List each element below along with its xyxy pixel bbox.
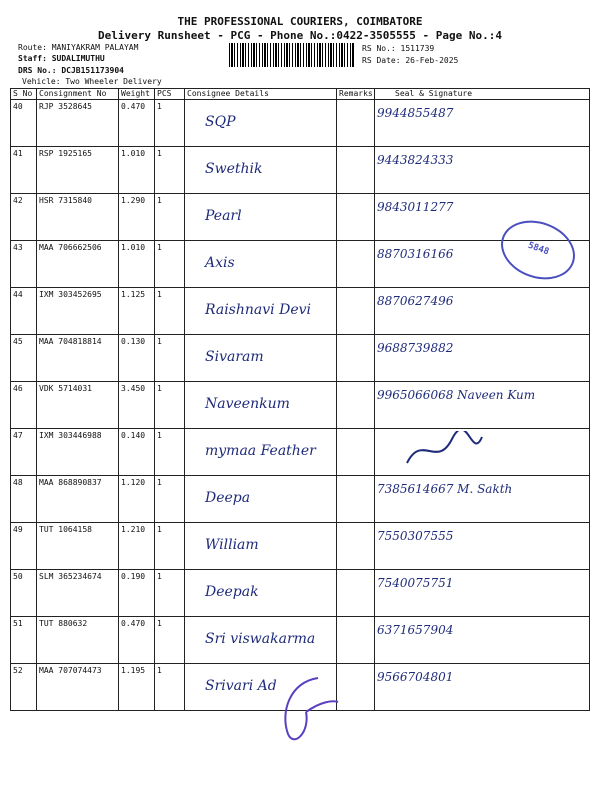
table-row <box>11 335 590 382</box>
cell-signature <box>375 100 590 147</box>
signature-handwriting: 7540075751 <box>377 576 454 590</box>
cell-consignment: TUT 880632 <box>37 617 119 664</box>
cell-consignee <box>185 241 337 288</box>
cell-pcs: 1 <box>155 523 185 570</box>
table-row <box>11 429 590 476</box>
cell-weight: 0.140 <box>119 429 155 476</box>
signature-handwriting: 9944855487 <box>377 106 454 120</box>
company-title: THE PROFESSIONAL COURIERS, COIMBATORE <box>177 15 423 28</box>
cell-remarks <box>337 523 375 570</box>
rs-number: RS No.: 1511739 <box>362 44 435 53</box>
cell-consignment: IXM 303446988 <box>37 429 119 476</box>
signature-handwriting: 7385614667 M. Sakth <box>377 482 513 496</box>
consignee-handwriting: Raishnavi Devi <box>205 302 311 318</box>
cell-sno: 40 <box>11 100 37 147</box>
signature-handwriting: 9443824333 <box>377 153 454 167</box>
cell-remarks <box>337 617 375 664</box>
cell-remarks <box>337 664 375 711</box>
cell-sno: 43 <box>11 241 37 288</box>
cell-remarks <box>337 429 375 476</box>
cell-remarks <box>337 241 375 288</box>
cell-pcs: 1 <box>155 664 185 711</box>
cell-remarks <box>337 476 375 523</box>
cell-sno: 42 <box>11 194 37 241</box>
cell-signature <box>375 147 590 194</box>
cell-sno: 49 <box>11 523 37 570</box>
cell-signature <box>375 429 590 476</box>
signature-scrawl <box>377 431 497 471</box>
cell-remarks <box>337 570 375 617</box>
table-row <box>11 523 590 570</box>
cell-sno: 41 <box>11 147 37 194</box>
cell-remarks <box>337 194 375 241</box>
cell-consignment: MAA 704818814 <box>37 335 119 382</box>
cell-signature <box>375 570 590 617</box>
consignee-handwriting: Pearl <box>205 208 242 224</box>
cell-weight: 1.290 <box>119 194 155 241</box>
cell-pcs: 1 <box>155 241 185 288</box>
col-consignee: Consignee Details <box>185 89 337 100</box>
rs-date: RS Date: 26-Feb-2025 <box>362 56 459 65</box>
cell-pcs: 1 <box>155 288 185 335</box>
consignee-handwriting: Naveenkum <box>205 396 290 412</box>
consignee-handwriting: William <box>205 537 259 553</box>
signature-handwriting: 9843011277 <box>377 200 454 214</box>
cell-pcs: 1 <box>155 476 185 523</box>
cell-weight: 1.010 <box>119 241 155 288</box>
cell-signature <box>375 523 590 570</box>
cell-sno: 46 <box>11 382 37 429</box>
col-weight: Weight <box>119 89 155 100</box>
consignee-handwriting: Deepak <box>205 584 259 600</box>
cell-pcs: 1 <box>155 429 185 476</box>
consignee-handwriting: Srivari Ad <box>205 678 277 694</box>
cell-signature <box>375 335 590 382</box>
cell-pcs: 1 <box>155 194 185 241</box>
footer-signature-scrawl <box>270 672 340 752</box>
cell-remarks <box>337 335 375 382</box>
consignee-handwriting: Sivaram <box>205 349 264 365</box>
col-pcs: PCS <box>155 89 185 100</box>
cell-consignment: IXM 303452695 <box>37 288 119 335</box>
stamp-code: 5848 <box>526 240 551 258</box>
cell-weight: 1.210 <box>119 523 155 570</box>
cell-consignee <box>185 617 337 664</box>
consignee-handwriting: mymaa Feather <box>205 443 316 459</box>
table-row <box>11 288 590 335</box>
col-consignment: Consignment No <box>37 89 119 100</box>
cell-pcs: 1 <box>155 100 185 147</box>
cell-pcs: 1 <box>155 382 185 429</box>
cell-pcs: 1 <box>155 570 185 617</box>
cell-weight: 1.010 <box>119 147 155 194</box>
consignee-handwriting: Deepa <box>205 490 251 506</box>
consignee-handwriting: Swethik <box>205 161 263 177</box>
cell-pcs: 1 <box>155 335 185 382</box>
cell-consignment: MAA 868890837 <box>37 476 119 523</box>
barcode <box>229 43 355 67</box>
cell-signature <box>375 382 590 429</box>
signature-handwriting: 9688739882 <box>377 341 454 355</box>
signature-handwriting: 9965066068 Naveen Kum <box>377 388 536 402</box>
cell-consignment: TUT 1064158 <box>37 523 119 570</box>
cell-sno: 47 <box>11 429 37 476</box>
cell-signature <box>375 476 590 523</box>
table-row <box>11 147 590 194</box>
table-row <box>11 570 590 617</box>
drs-number: DRS No.: DCJB151173904 <box>18 66 124 75</box>
cell-consignee <box>185 147 337 194</box>
cell-consignee <box>185 382 337 429</box>
cell-signature <box>375 617 590 664</box>
cell-consignee <box>185 194 337 241</box>
cell-pcs: 1 <box>155 617 185 664</box>
col-signature: Seal & Signature <box>375 89 590 100</box>
cell-consignee <box>185 476 337 523</box>
cell-pcs: 1 <box>155 147 185 194</box>
cell-consignee <box>185 335 337 382</box>
col-remarks: Remarks <box>337 89 375 100</box>
cell-remarks <box>337 288 375 335</box>
cell-consignment: VDK 5714031 <box>37 382 119 429</box>
table-header-row <box>11 89 590 100</box>
cell-consignment: RJP 3528645 <box>37 100 119 147</box>
cell-remarks <box>337 147 375 194</box>
cell-consignment: MAA 707074473 <box>37 664 119 711</box>
cell-consignee <box>185 570 337 617</box>
route-label: Route: MANIYAKRAM PALAYAM <box>18 43 139 52</box>
cell-consignee <box>185 429 337 476</box>
cell-consignment: SLM 365234674 <box>37 570 119 617</box>
signature-handwriting: 6371657904 <box>377 623 454 637</box>
cell-weight: 1.125 <box>119 288 155 335</box>
cell-consignment: HSR 7315840 <box>37 194 119 241</box>
cell-sno: 50 <box>11 570 37 617</box>
signature-handwriting: 8870627496 <box>377 294 454 308</box>
vehicle-label: Vehicle: Two Wheeler Delivery <box>22 77 162 86</box>
cell-remarks <box>337 382 375 429</box>
cell-signature <box>375 664 590 711</box>
cell-weight: 0.190 <box>119 570 155 617</box>
cell-sno: 44 <box>11 288 37 335</box>
cell-consignee <box>185 288 337 335</box>
cell-consignment: RSP 1925165 <box>37 147 119 194</box>
col-sno: S No <box>11 89 37 100</box>
cell-weight: 0.470 <box>119 100 155 147</box>
runsheet-subtitle: Delivery Runsheet - PCG - Phone No.:0422-3505555 - Page No.:4 <box>98 29 502 42</box>
signature-handwriting: 9566704801 <box>377 670 454 684</box>
cell-consignment: MAA 706662506 <box>37 241 119 288</box>
cell-remarks <box>337 100 375 147</box>
cell-consignee <box>185 100 337 147</box>
cell-weight: 1.195 <box>119 664 155 711</box>
staff-label: Staff: SUDALIMUTHU <box>18 54 105 63</box>
table-row <box>11 476 590 523</box>
cell-sno: 48 <box>11 476 37 523</box>
signature-handwriting: 7550307555 <box>377 529 454 543</box>
cell-sno: 45 <box>11 335 37 382</box>
table-row <box>11 100 590 147</box>
cell-consignee <box>185 523 337 570</box>
cell-weight: 1.120 <box>119 476 155 523</box>
table-row <box>11 617 590 664</box>
cell-sno: 52 <box>11 664 37 711</box>
consignee-handwriting: SQP <box>205 114 236 130</box>
runsheet-table <box>10 88 590 711</box>
consignee-handwriting: Sri viswakarma <box>205 631 316 647</box>
cell-signature <box>375 288 590 335</box>
cell-weight: 0.470 <box>119 617 155 664</box>
table-row <box>11 382 590 429</box>
cell-weight: 0.130 <box>119 335 155 382</box>
cell-weight: 3.450 <box>119 382 155 429</box>
signature-handwriting: 8870316166 <box>377 247 454 261</box>
consignee-handwriting: Axis <box>205 255 235 271</box>
cell-sno: 51 <box>11 617 37 664</box>
